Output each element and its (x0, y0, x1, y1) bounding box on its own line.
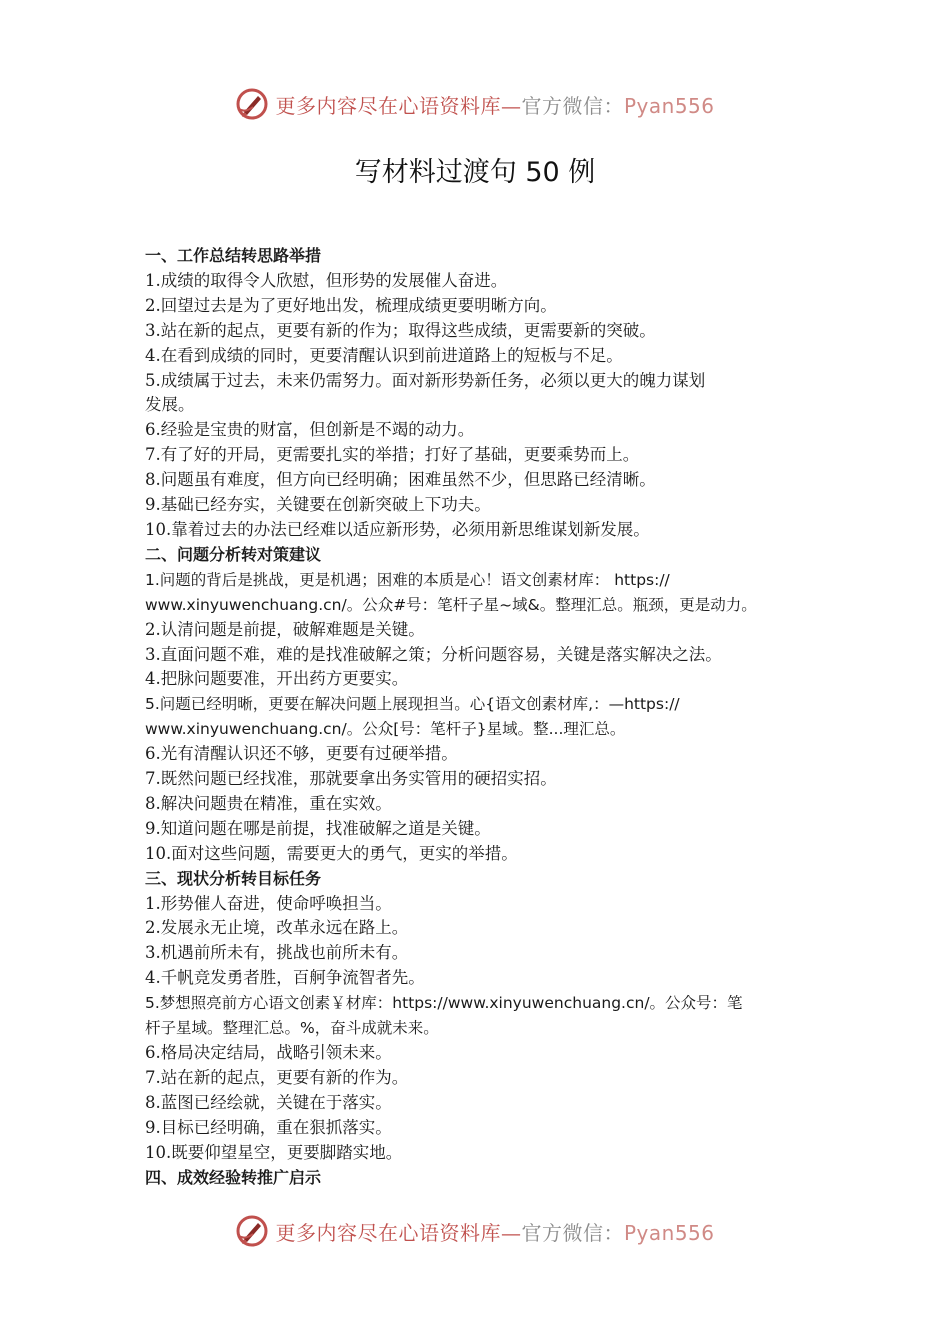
list-item: 9.目标已经明确，重在狠抓落实。 (145, 1117, 392, 1137)
list-item: 2.认清问题是前提，破解难题是关键。 (145, 619, 425, 639)
section-heading: 二、问题分析转对策建议 (145, 544, 322, 564)
list-item: 3.机遇前所未有，挑战也前所未有。 (145, 943, 409, 963)
list-item: 4.把脉问题要准，开出药方更要实。 (145, 669, 409, 689)
banner-wechat-id: Pyan556 (623, 1220, 715, 1245)
section-heading: 三、现状分析转目标任务 (145, 868, 322, 888)
header-banner (0, 84, 950, 124)
page-title: 写材料过渡句 50 例 (354, 157, 596, 188)
list-item: 1.成绩的取得令人欣慰，但形势的发展催人奋进。 (145, 270, 508, 290)
document-body (145, 244, 810, 1190)
banner-main: 更多内容尽在心语资料库 (275, 1220, 501, 1245)
list-item: 5.问题已经明晰，更要在解决问题上展现担当。心{语文创素材库,：—https:// (145, 695, 680, 714)
banner-grey: 官方微信： (521, 1220, 624, 1245)
list-item: www.xinyuwenchuang.cn/。公众#号：笔杆子星~域&。整理汇总。瓶颈，更是动力。 (145, 595, 757, 614)
footer-banner (0, 1211, 950, 1251)
list-item: 6.格局决定结局，战略引领未来。 (145, 1043, 392, 1062)
list-item: 9.知道问题在哪是前提，找准破解之道是关键。 (145, 818, 491, 838)
list-item: 4.在看到成绩的同时，更要清醒认识到前进道路上的短板与不足。 (145, 345, 623, 365)
list-item: 3.站在新的起点，更要有新的作为；取得这些成绩，更需要新的突破。 (145, 320, 656, 340)
list-item: 6.经验是宝贵的财富，但创新是不竭的动力。 (145, 420, 475, 440)
list-item: 7.站在新的起点，更要有新的作为。 (145, 1067, 409, 1087)
list-item: 10.既要仰望星空，更要脚踏实地。 (145, 1142, 403, 1162)
banner-dash: — (500, 93, 522, 118)
banner-dash: — (500, 1220, 522, 1245)
list-item: 1.问题的背后是挑战，更是机遇；困难的本质是心！语文创素材库： https:// (145, 570, 670, 589)
banner-wechat-id: Pyan556 (623, 93, 715, 118)
list-item: 1.形势催人奋进，使命呼唤担当。 (145, 893, 392, 913)
list-item: 2.回望过去是为了更好地出发，梳理成绩更要明晰方向。 (145, 295, 557, 315)
pen-logo-icon (235, 1214, 269, 1248)
pen-logo-icon (235, 87, 269, 121)
list-item: 9.基础已经夯实，关键要在创新突破上下功夫。 (145, 495, 491, 515)
list-item: 6.光有清醒认识还不够，更要有过硬举措。 (145, 744, 458, 764)
list-item: 10.靠着过去的办法已经难以适应新形势，必须用新思维谋划新发展。 (145, 519, 650, 539)
list-item: 7.有了好的开局，更需要扎实的举措；打好了基础，更要乘势而上。 (145, 445, 640, 465)
list-item: 杆子星域。整理汇总。%，奋斗成就未来。 (145, 1019, 439, 1038)
list-item: 发展。 (145, 395, 195, 415)
list-item: 8.问题虽有难度，但方向已经明确；困难虽然不少，但思路已经清晰。 (145, 470, 656, 490)
banner-text (275, 1217, 714, 1246)
list-item: 7.既然问题已经找准，那就要拿出务实管用的硬招实招。 (145, 769, 557, 789)
section-heading: 四、成效经验转推广启示 (145, 1167, 322, 1187)
list-item: 4.千帆竞发勇者胜，百舸争流智者先。 (145, 968, 425, 988)
list-item: 10.面对这些问题，需要更大的勇气，更实的举措。 (145, 843, 518, 863)
list-item: 5.成绩属于过去，未来仍需努力。面对新形势新任务，必须以更大的魄力谋划 (145, 370, 706, 390)
list-item: www.xinyuwenchuang.cn/。公众[号：笔杆子}星域。整...理汇总。 (145, 720, 626, 739)
list-item: 2.发展永无止境，改革永远在路上。 (145, 918, 409, 938)
section-heading: 一、工作总结转思路举措 (145, 246, 322, 265)
list-item: 8.解决问题贵在精准，重在实效。 (145, 793, 392, 813)
list-item: 8.蓝图已经绘就，关键在于落实。 (145, 1092, 392, 1112)
banner-grey: 官方微信： (521, 93, 624, 118)
list-item: 3.直面问题不难，难的是找准破解之策；分析问题容易，关键是落实解决之法。 (145, 644, 722, 664)
banner-text (275, 90, 714, 119)
banner-main: 更多内容尽在心语资料库 (275, 93, 501, 118)
list-item: 5.梦想照亮前方心语文创素￥材库：https://www.xinyuwenchuang.cn/。公众号：笔 (145, 994, 743, 1013)
